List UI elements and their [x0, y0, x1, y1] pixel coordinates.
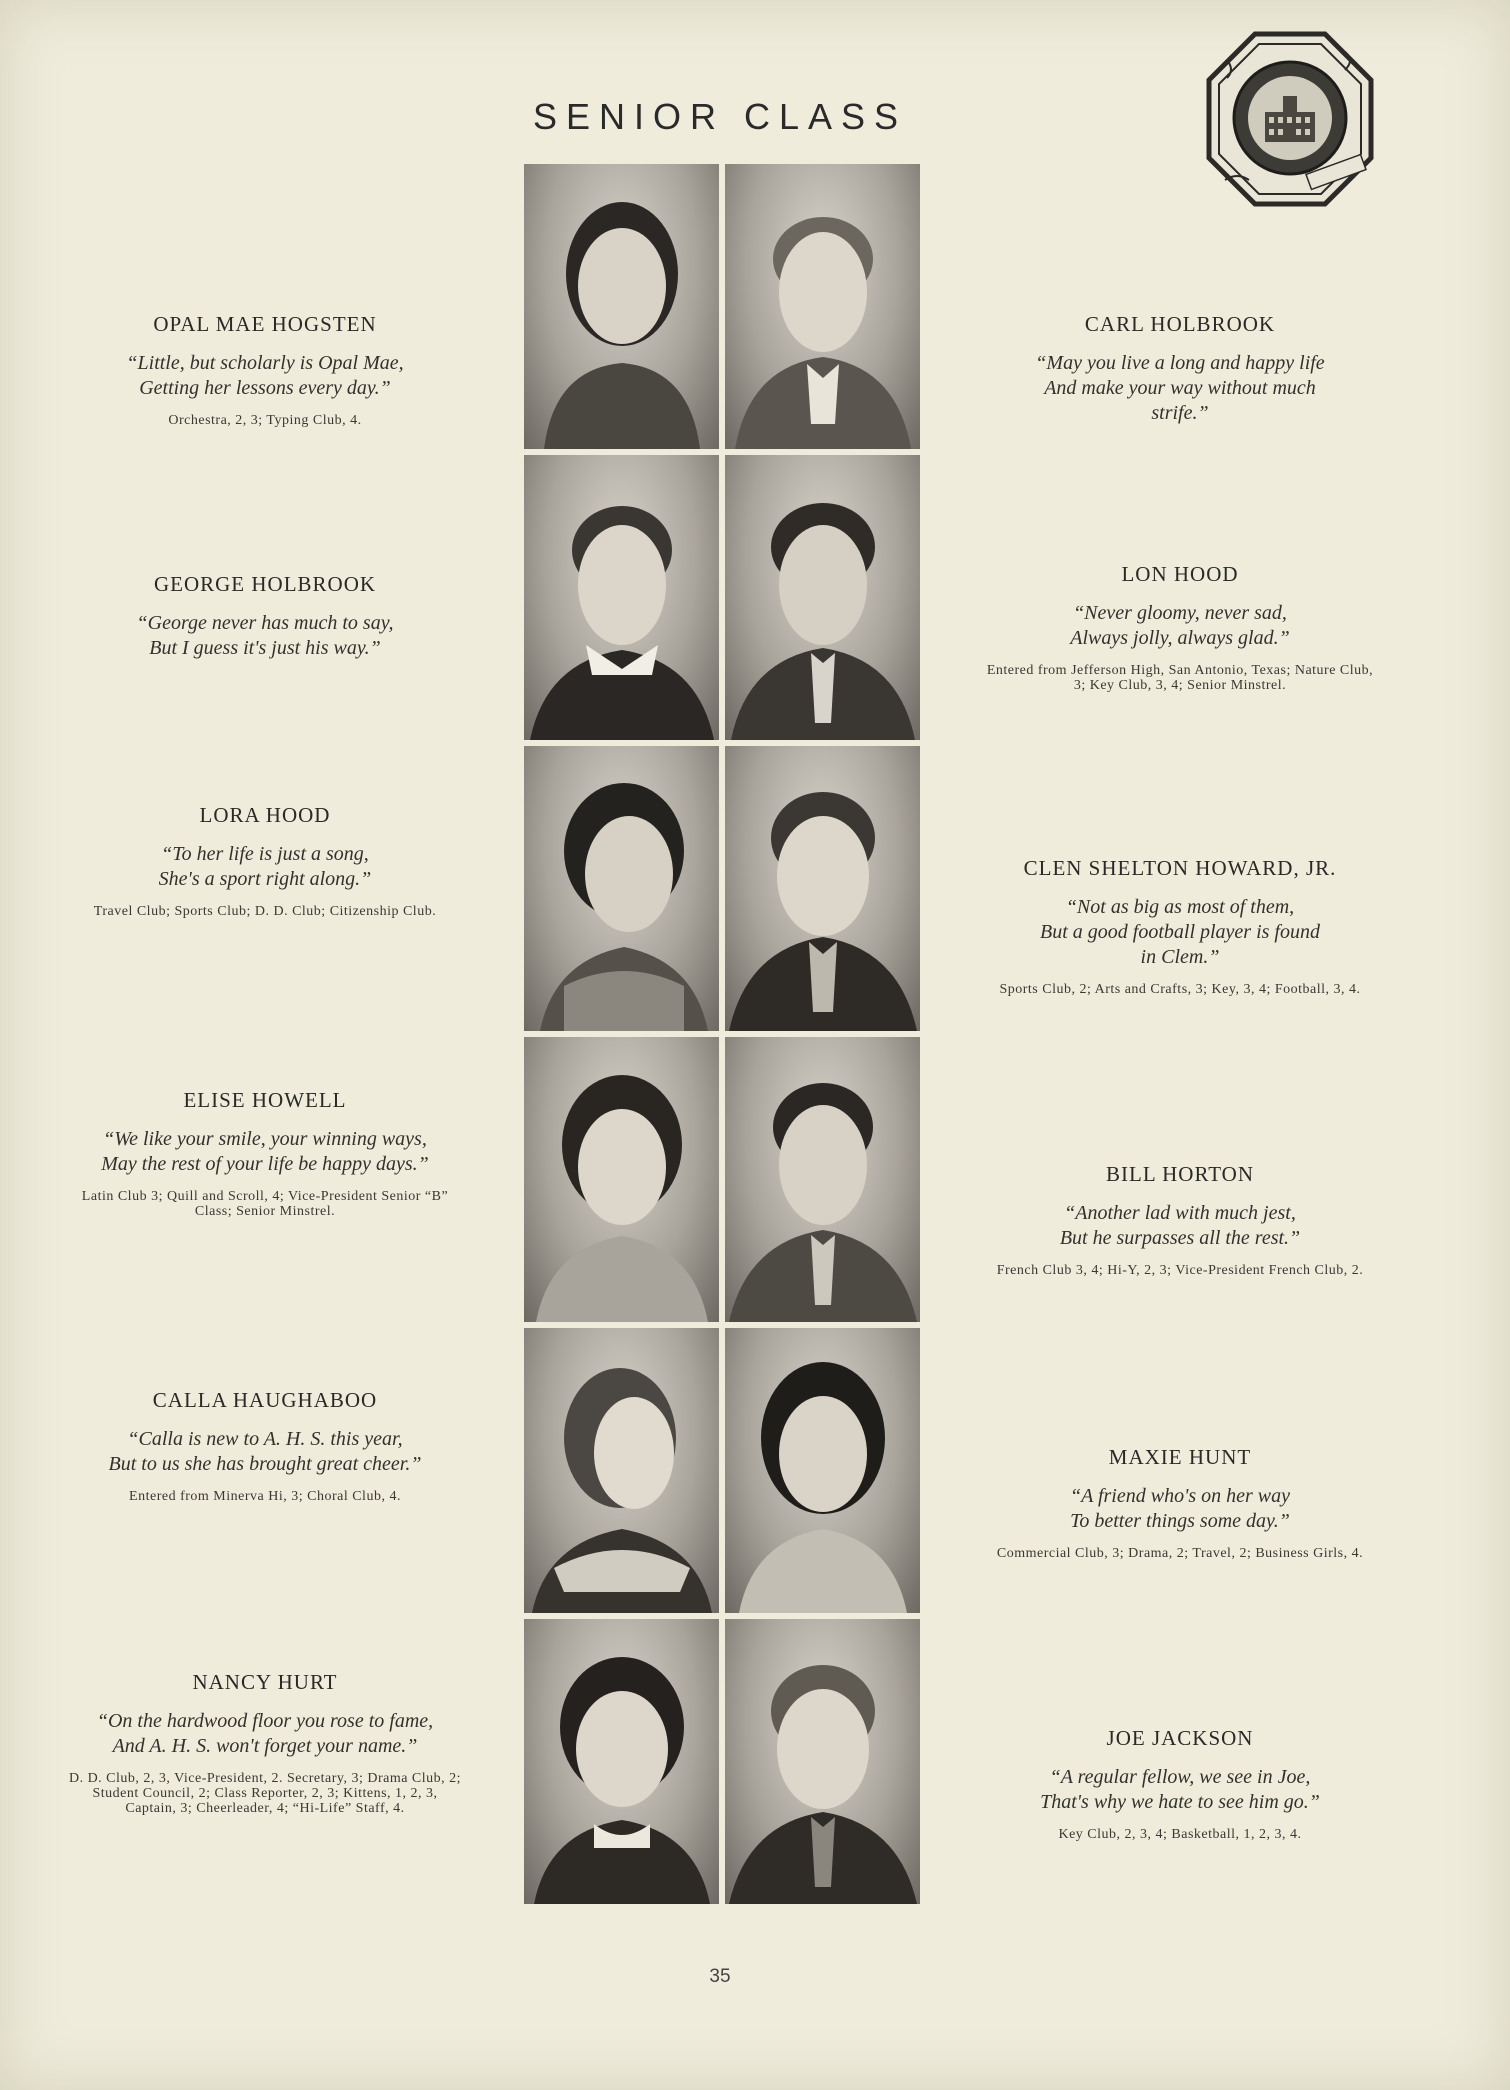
portrait-photo-elise-howell: [524, 1037, 719, 1322]
student-entry: [55, 1088, 475, 1219]
student-activities: D. D. Club, 2, 3, Vice-President, 2. Secretary, 3; Drama Club, 2; Student Council, 2; Class Reporter, 2, 3; Kittens, 1, 2, 3, Captain, 3; Cheerleader, 4; “Hi-Life” Staff, 4.: [68, 1771, 462, 1816]
student-activities: Entered from Jefferson High, San Antonio, Texas; Nature Club, 3; Key Club, 3, 4; Senior Minstrel.: [986, 663, 1374, 693]
student-activities: Orchestra, 2, 3; Typing Club, 4.: [168, 413, 362, 428]
portrait-photo-maxie-hunt: [725, 1328, 920, 1613]
student-quote: “A regular fellow, we see in Joe, That's why we hate to see him go.”: [1040, 1766, 1320, 1813]
portrait-photo-opal-mae-hogsten: [524, 164, 719, 449]
portrait-photo-lon-hood: [725, 455, 920, 740]
student-quote: “Not as big as most of them, But a good football player is found in Clem.”: [1040, 896, 1320, 968]
student-quote: “To her life is just a song, She's a sport right along.”: [158, 843, 372, 890]
student-quote: “A friend who's on her way To better things some day.”: [1069, 1485, 1291, 1532]
student-entry: [970, 1726, 1390, 1842]
student-entry: [970, 1445, 1390, 1561]
student-name: CARL HOLBROOK: [1084, 312, 1276, 336]
portrait-photo-clen-shelton-howard-jr: [725, 746, 920, 1031]
student-entry: [55, 312, 475, 428]
school-seal-emblem: [1205, 30, 1375, 208]
student-entry: [55, 572, 475, 673]
student-name: GEORGE HOLBROOK: [153, 572, 377, 596]
page-number: 35: [709, 1966, 731, 1987]
student-activities: Key Club, 2, 3, 4; Basketball, 1, 2, 3, 4.: [1058, 1827, 1302, 1842]
student-quote: “George never has much to say, But I guess it's just his way.”: [136, 612, 394, 659]
student-activities: Travel Club; Sports Club; D. D. Club; Citizenship Club.: [93, 904, 437, 919]
student-activities: Commercial Club, 3; Drama, 2; Travel, 2; Business Girls, 4.: [996, 1546, 1364, 1561]
student-quote: “May you live a long and happy life And make your way without much strife.”: [1035, 352, 1325, 424]
student-entry: [970, 312, 1390, 438]
page-title: SENIOR CLASS: [532, 96, 908, 137]
student-name: LORA HOOD: [199, 803, 331, 827]
student-name: CLEN SHELTON HOWARD, JR.: [1023, 856, 1337, 880]
student-name: OPAL MAE HOGSTEN: [153, 312, 377, 336]
student-name: ELISE HOWELL: [183, 1088, 347, 1112]
student-entry: [55, 803, 475, 919]
student-quote: “We like your smile, your winning ways, May the rest of your life be happy days.”: [101, 1128, 429, 1175]
student-name: JOE JACKSON: [1106, 1726, 1254, 1750]
student-quote: “Another lad with much jest, But he surpasses all the rest.”: [1059, 1202, 1301, 1249]
student-quote: “Little, but scholarly is Opal Mae, Getting her lessons every day.”: [126, 352, 404, 399]
student-activities: Entered from Minerva Hi, 3; Choral Club, 4.: [129, 1489, 401, 1504]
student-name: NANCY HURT: [192, 1670, 338, 1694]
student-name: MAXIE HUNT: [1108, 1445, 1252, 1469]
student-name: BILL HORTON: [1106, 1162, 1254, 1186]
portrait-photo-bill-horton: [725, 1037, 920, 1322]
student-entry: [970, 1162, 1390, 1278]
student-quote: “On the hardwood floor you rose to fame, And A. H. S. won't forget your name.”: [96, 1710, 434, 1757]
portrait-photo-carl-holbrook: [725, 164, 920, 449]
student-activities: French Club 3, 4; Hi-Y, 2, 3; Vice-President French Club, 2.: [996, 1263, 1364, 1278]
student-quote: “Calla is new to A. H. S. this year, But to us she has brought great cheer.”: [108, 1428, 422, 1475]
student-quote: “Never gloomy, never sad, Always jolly, always glad.”: [1070, 602, 1290, 649]
portrait-photo-calla-haughaboo: [524, 1328, 719, 1613]
student-name: CALLA HAUGHABOO: [152, 1388, 378, 1412]
student-activities: Sports Club, 2; Arts and Crafts, 3; Key, 3, 4; Football, 3, 4.: [999, 982, 1361, 997]
student-activities: Latin Club 3; Quill and Scroll, 4; Vice-President Senior “B” Class; Senior Minstrel.: [81, 1189, 449, 1219]
portrait-grid: [524, 164, 920, 1904]
student-name: LON HOOD: [1121, 562, 1239, 586]
portrait-photo-george-holbrook: [524, 455, 719, 740]
student-entry: [55, 1670, 475, 1816]
portrait-photo-nancy-hurt: [524, 1619, 719, 1904]
portrait-photo-joe-jackson: [725, 1619, 920, 1904]
portrait-photo-lora-hood: [524, 746, 719, 1031]
student-entry: [970, 562, 1390, 693]
student-entry: [55, 1388, 475, 1504]
student-entry: [970, 856, 1390, 997]
